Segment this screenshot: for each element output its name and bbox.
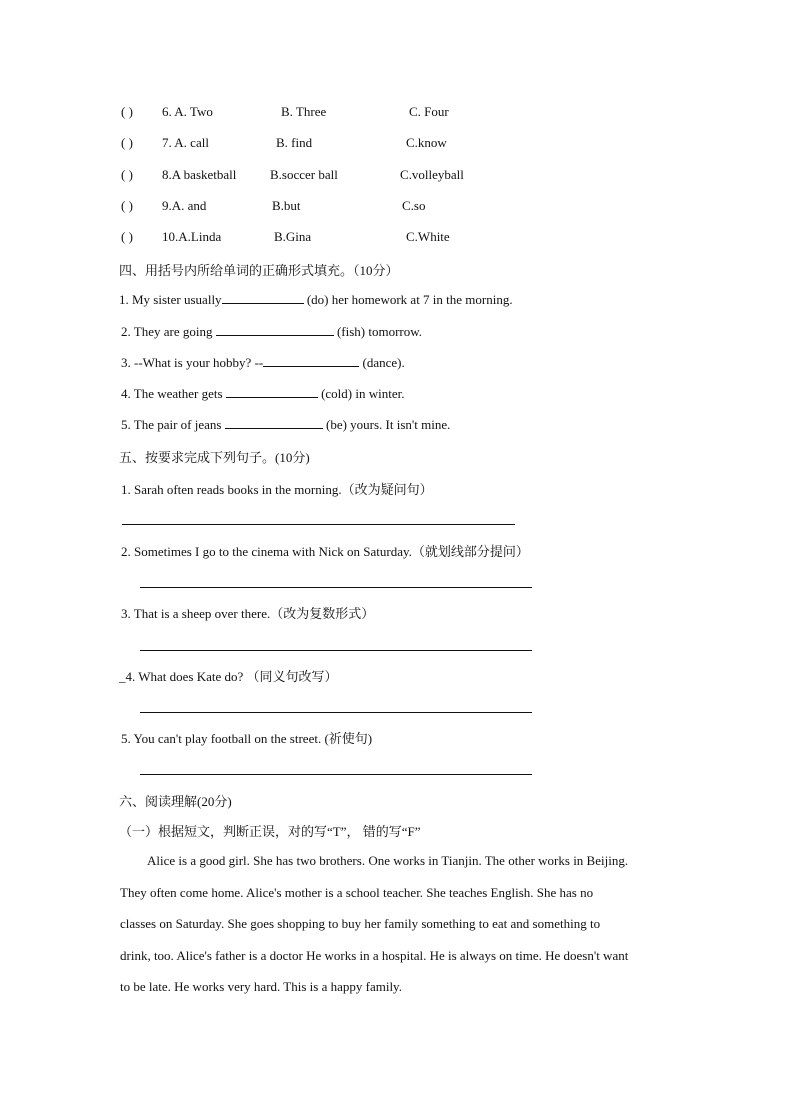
option-b: B. Three	[281, 104, 327, 119]
answer-line-4[interactable]	[140, 712, 532, 713]
rewrite-prompt-5: 5. You can't play football on the street. (祈使句)	[121, 731, 373, 746]
passage-line: classes on Saturday. She goes shopping to buy her family something to eat and something to	[120, 916, 601, 931]
option-a: 7. A. call	[162, 135, 209, 150]
answer-paren[interactable]: ( )	[121, 104, 133, 119]
fill-item-2	[121, 323, 422, 340]
fill-prompt: 5. The pair of jeans	[121, 417, 225, 432]
section6-heading: 六、阅读理解(20分)	[119, 794, 232, 809]
option-b: B.Gina	[274, 229, 312, 244]
fill-hint: (fish) tomorrow.	[333, 324, 423, 339]
fill-blank[interactable]	[225, 416, 323, 429]
section5-heading: 五、按要求完成下列句子。(10分)	[119, 450, 310, 465]
fill-prompt: 4. The weather gets	[121, 386, 226, 401]
reading-passage	[120, 845, 680, 1003]
fill-item-4	[121, 385, 404, 402]
option-a: 9.A. and	[162, 198, 207, 213]
answer-line-2[interactable]	[140, 587, 532, 588]
fill-blank[interactable]	[226, 385, 318, 398]
fill-blank[interactable]	[216, 323, 334, 336]
answer-paren[interactable]: ( )	[121, 167, 133, 182]
option-a: 6. A. Two	[162, 104, 213, 119]
option-c: C.volleyball	[400, 167, 464, 182]
answer-paren[interactable]: ( )	[121, 135, 133, 150]
passage-line: They often come home. Alice's mother is a school teacher. She teaches English. She has no	[120, 884, 594, 900]
fill-hint: (do) her homework at 7 in the morning.	[303, 292, 513, 307]
rewrite-prompt-4: _4. What does Kate do? （同义句改写）	[119, 669, 338, 684]
passage-line: drink, too. Alice's father is a doctor He works in a hospital. He is always on time. He doesn't want	[120, 947, 629, 963]
fill-blank[interactable]	[222, 291, 304, 304]
fill-blank[interactable]	[263, 354, 359, 367]
fill-hint: (dance).	[359, 355, 405, 370]
answer-line-3[interactable]	[140, 650, 532, 651]
rewrite-prompt-1: 1. Sarah often reads books in the morning.（改为疑问句）	[121, 482, 433, 497]
passage-line: to be late. He works very hard. This is a happy family.	[120, 979, 402, 994]
option-b: B.soccer ball	[270, 167, 338, 182]
option-c: C.know	[406, 135, 447, 150]
passage-line: Alice is a good girl. She has two brothers. One works in Tianjin. The other works in Beijing.	[147, 853, 629, 868]
section6-subheading: （一）根据短文，判断正误，对的写“T”， 错的写“F”	[119, 824, 421, 839]
answer-line-1[interactable]	[122, 524, 515, 525]
section4-heading: 四、用括号内所给单词的正确形式填充。（10分）	[119, 263, 399, 278]
option-b: B. find	[276, 135, 313, 150]
fill-prompt: 2. They are going	[121, 324, 216, 339]
option-a: 10.A.Linda	[162, 229, 222, 244]
fill-item-1	[119, 291, 513, 308]
fill-item-3	[121, 354, 405, 371]
option-b: B.but	[272, 198, 301, 213]
fill-prompt: 1. My sister usually	[119, 292, 222, 307]
answer-paren[interactable]: ( )	[121, 229, 133, 244]
answer-paren[interactable]: ( )	[121, 198, 133, 213]
fill-prompt: 3. --What is your hobby? --	[121, 355, 264, 370]
option-c: C. Four	[409, 104, 449, 119]
rewrite-prompt-2: 2. Sometimes I go to the cinema with Nick on Saturday.（就划线部分提问）	[121, 544, 529, 559]
fill-hint: (be) yours. It isn't mine.	[322, 417, 451, 432]
option-a: 8.A basketball	[162, 167, 237, 182]
rewrite-prompt-3: 3. That is a sheep over there.（改为复数形式）	[121, 606, 375, 621]
option-c: C.so	[402, 198, 426, 213]
fill-item-5	[121, 416, 450, 433]
answer-line-5[interactable]	[140, 774, 532, 775]
fill-hint: (cold) in winter.	[317, 386, 405, 401]
option-c: C.White	[406, 229, 450, 244]
